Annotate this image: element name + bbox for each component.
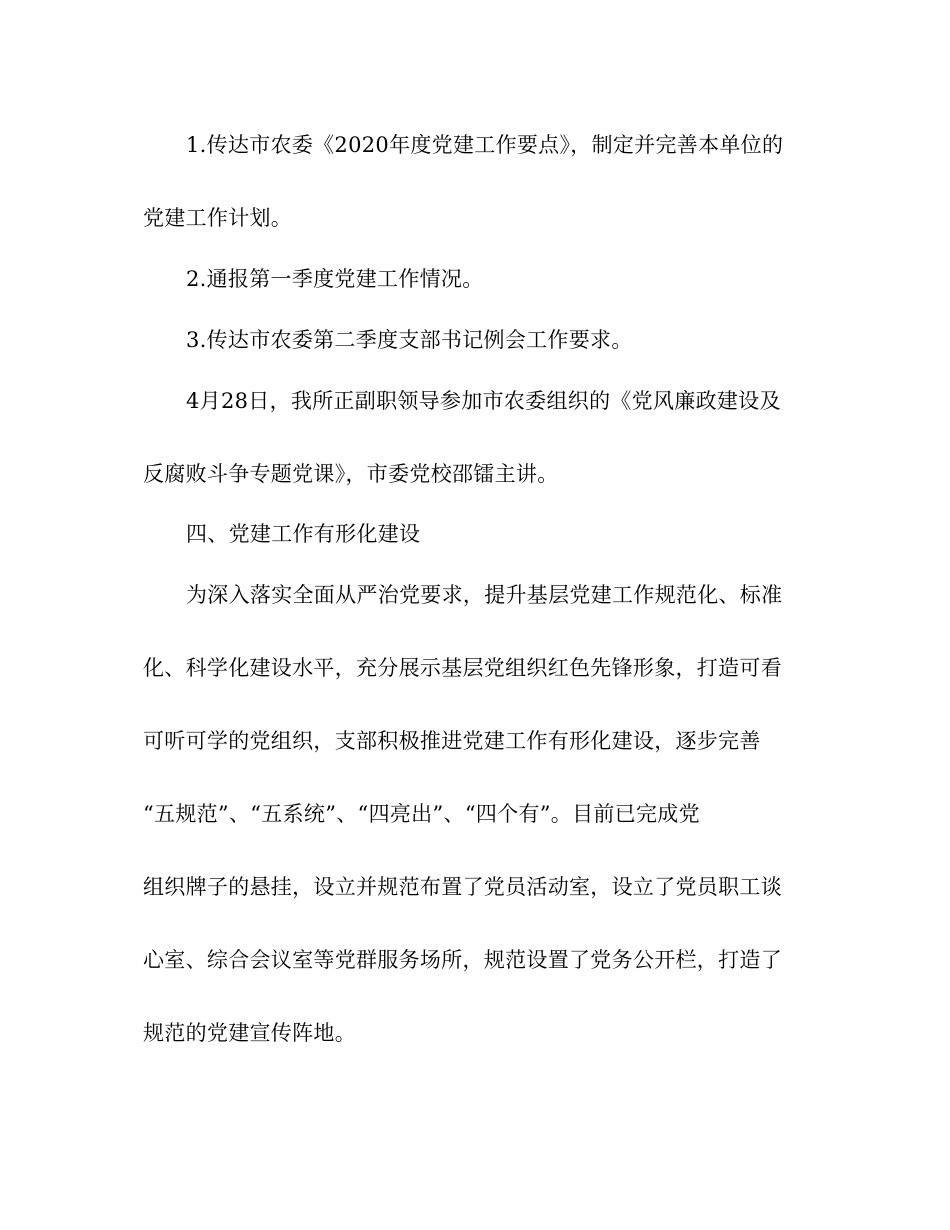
paragraph-line: 心室、综合会议室等党群服务场所，规范设置了党务公开栏，打造了 (143, 948, 782, 972)
paragraph-line: 反腐败斗争专题党课》，市委党校邵镭主讲。 (143, 462, 559, 486)
paragraph-line: 4月28日，我所正副职领导参加市农委组织的《党风廉政建设及 (186, 389, 781, 413)
paragraph-line: 1.传达市农委《2020年度党建工作要点》，制定并完善本单位的 (186, 133, 784, 157)
paragraph-line: 为深入落实全面从严治党要求，提升基层党建工作规范化、标准 (186, 583, 783, 607)
paragraph-line: 党建工作计划。 (143, 206, 293, 230)
section-heading: 四、党建工作有形化建设 (186, 522, 421, 546)
paragraph-line: 化、科学化建设水平，充分展示基层党组织红色先锋形象，打造可看 (143, 656, 782, 680)
paragraph-line: 规范的党建宣传阵地。 (143, 1021, 356, 1045)
paragraph-line: 3.传达市农委第二季度支部书记例会工作要求。 (186, 328, 633, 352)
paragraph-line: “五规范”、“五系统”、“四亮出”、“四个有”。目前已完成党 (143, 802, 700, 826)
paragraph-line: 组织牌子的悬挂，设立并规范布置了党员活动室，设立了党员职工谈 (143, 875, 782, 899)
paragraph-line: 可听可学的党组织，支部积极推进党建工作有形化建设，逐步完善 (143, 729, 761, 753)
paragraph-line: 2.通报第一季度党建工作情况。 (186, 267, 484, 291)
